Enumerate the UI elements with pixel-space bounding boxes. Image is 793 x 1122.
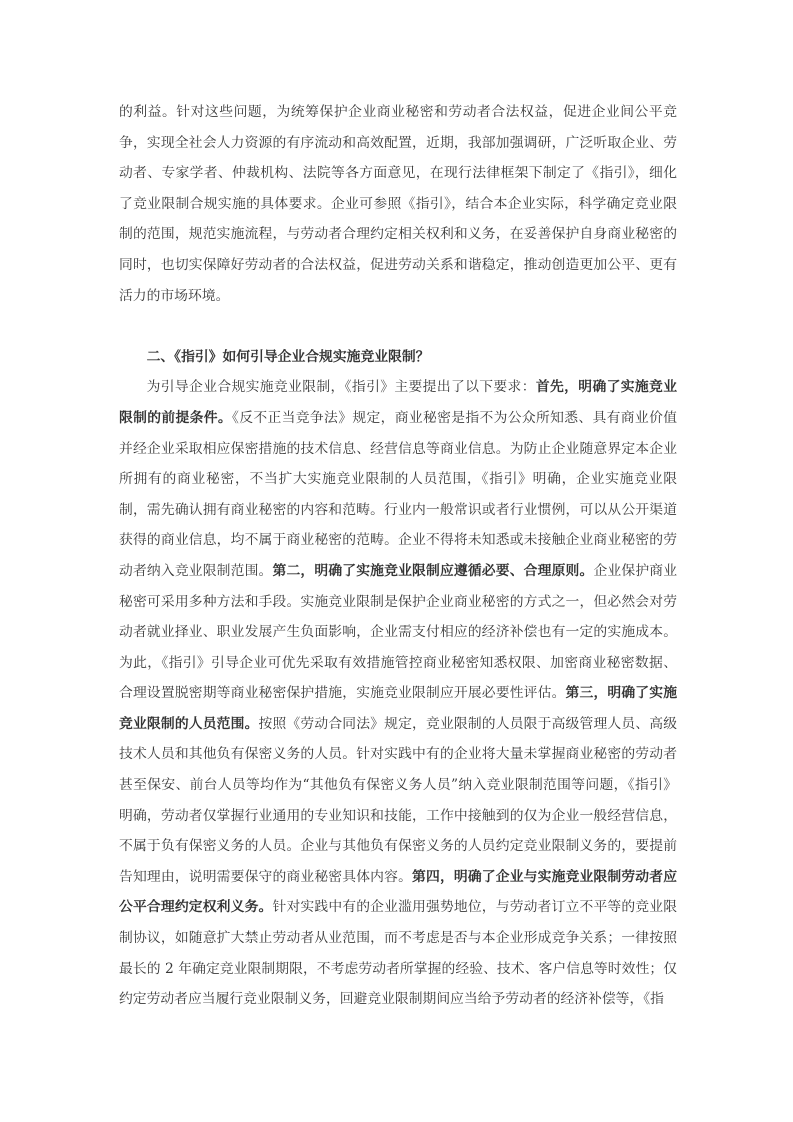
text-run: 企业保护商业秘密可采用多种方法和手段。实施竞业限制是保护企业商业秘密的方式之一，但必然会对劳动者就业择业、职业发展产生负面影响，企业需支付相应的经济补偿也有一定的实施成本。为此，《指引》引导企业可优先采取有效措施管控商业秘密知悉权限、加密商业秘密数据、合理设置脱密期等商业秘密保护措施，实施竞业限制应开展必要性评估。	[119, 562, 678, 702]
text-run: 第三，明确了实施竞业限制的人员范围。	[119, 685, 678, 732]
text-run: 的利益。针对这些问题，为统筹保护企业商业秘密和劳动者合法权益，促进企业间公平竞争，实现全社会人力资源的有序流动和高效配置，近期，我部加强调研，广泛听取企业、劳动者、专家学者、仲裁机构、法院等各方面意见，在现行法律框架下制定了《指引》，细化了竞业限制合规实施的具体要求。企业可参照《指引》，结合本企业实际，科学确定竞业限制的范围，规范实施流程，与劳动者合理约定相关权利和义务，在妥善保护自身商业秘密的同时，也切实保障好劳动者的合法权益，促进劳动关系和谐稳定，推动创造更加公平、更有活力的市场环境。	[119, 104, 677, 304]
text-run: 为引导企业合规实施竞业限制，《指引》主要提出了以下要求：	[146, 379, 536, 396]
text-run: 第四，明确了企业与实施竞业限制劳动者应公平合理约定权利义务。	[119, 868, 677, 916]
text-run: 针对实践中有的企业滥用强势地位，与劳动者订立不平等的竞业限制协议，如随意扩大禁止劳动者从业范围，而不考虑是否与本企业形成竞争关系；一律按照最长的 2 年确定竞业限制期限，不考虑劳动者所掌握的经验、技术、客户信息等时效性；仅约定劳动者应当履行竞业限制义务，回避竞业限制期间应当给予劳动者的经济补偿等，《指	[119, 899, 678, 1008]
text-run: 首先，明确了实施竞业限制的前提条件。	[119, 379, 677, 426]
body-paragraph	[119, 372, 677, 1014]
paragraph-continuation	[119, 97, 677, 311]
text-run: 按照《劳动合同法》规定，竞业限制的人员限于高级管理人员、高级技术人员和其他负有保密义务的人员。针对实践中有的企业将大量未掌握商业秘密的劳动者甚至保安、前台人员等均作为“其他负有保密义务人员”纳入竞业限制范围等问题，《指引》明确，劳动者仅掌握行业通用的专业知识和技能，工作中接触到的仅为企业一般经营信息，不属于负有保密义务的人员。企业与其他负有保密义务的人员约定竞业限制义务的，要提前告知理由，说明需要保守的商业秘密具体内容。	[119, 715, 678, 885]
text-run: 《反不正当竞争法》规定，商业秘密是指不为公众所知悉、具有商业价值并经企业采取相应保密措施的技术信息、经营信息等商业信息。为防止企业随意界定本企业所拥有的商业秘密，不当扩大实施竞业限制的人员范围，《指引》明确，企业实施竞业限制，需先确认拥有商业秘密的内容和范畴。行业内一般常识或者行业惯例，可以从公开渠道获得的商业信息，均不属于商业秘密的范畴。企业不得将未知悉或未接触企业商业秘密的劳动者纳入竞业限制范围。	[119, 409, 677, 579]
section-heading: 二、《指引》如何引导企业合规实施竞业限制？	[146, 348, 430, 365]
text-run: 第二，明确了实施竞业限制应遵循必要、合理原则。	[272, 562, 594, 579]
